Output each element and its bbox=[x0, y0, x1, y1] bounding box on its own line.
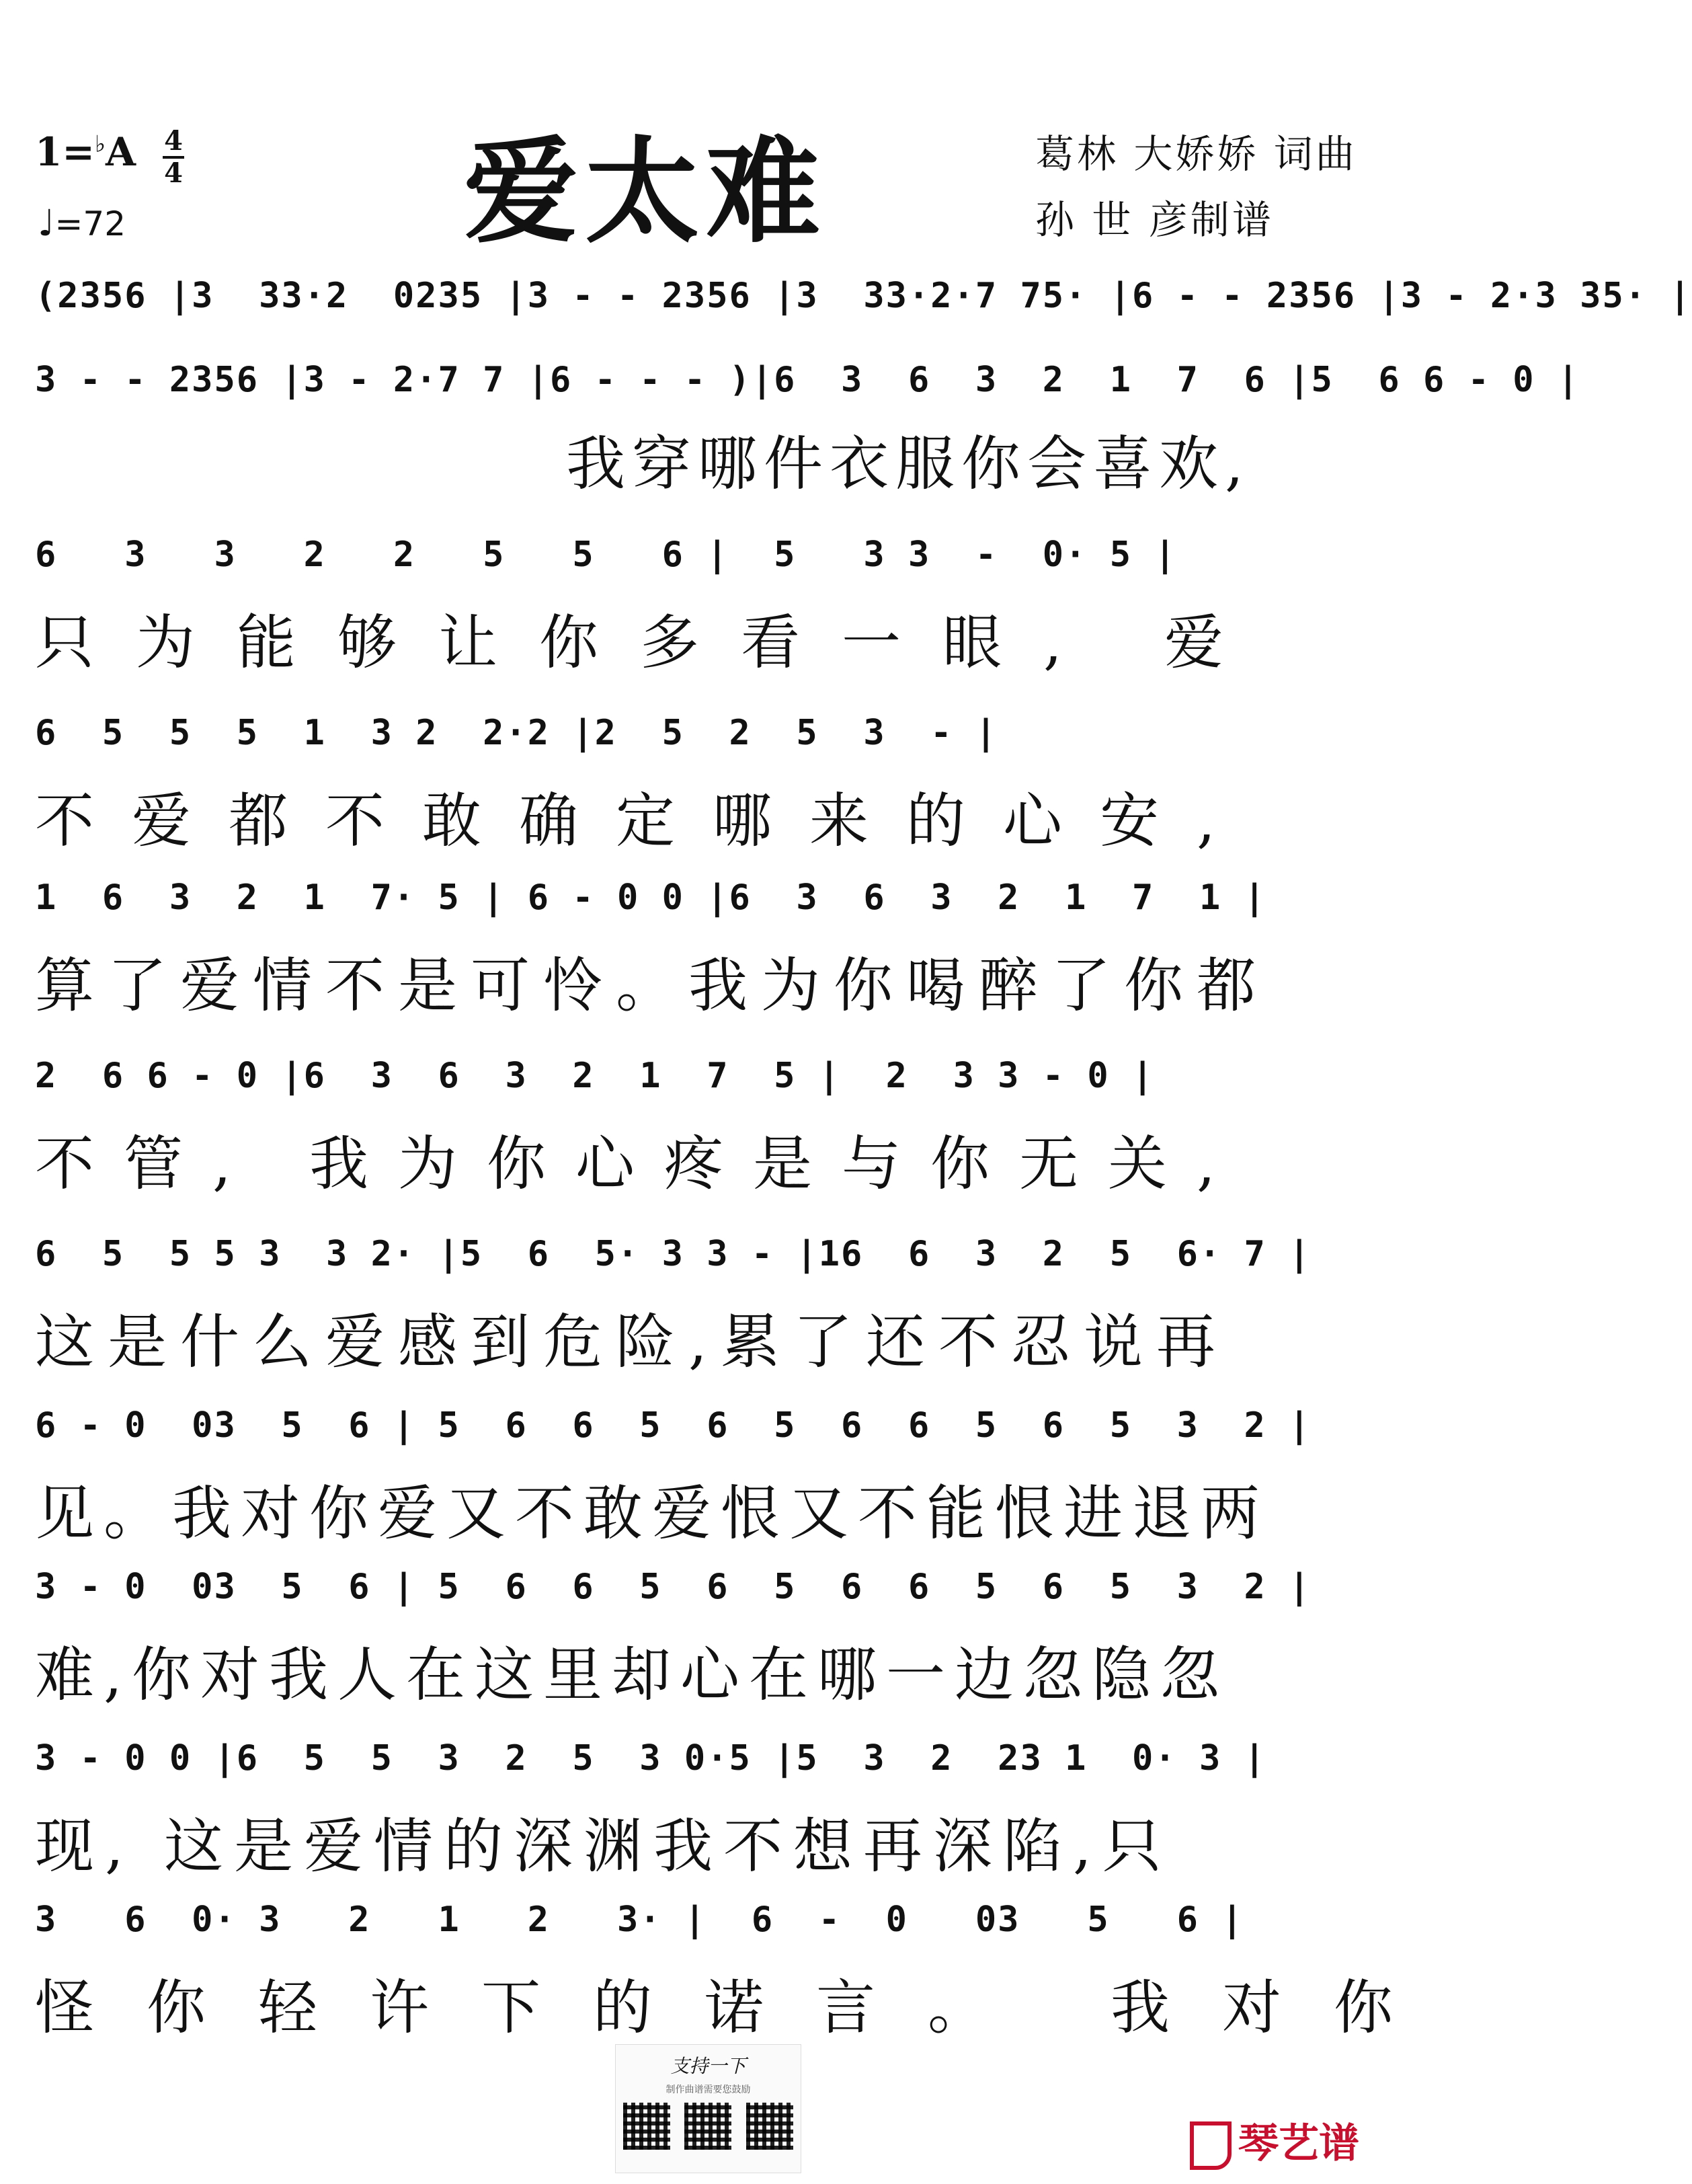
qr-code-icon bbox=[684, 2103, 731, 2150]
flat-sign: ♭ bbox=[94, 130, 106, 158]
brand-logo bbox=[1190, 2111, 1359, 2170]
tempo-marking bbox=[38, 202, 126, 244]
qr-codes bbox=[616, 2103, 801, 2150]
lyrics-line: 怪你轻许下的诺言。 我对你 bbox=[35, 1973, 1445, 2042]
score-row-7 bbox=[35, 1231, 1386, 1380]
lyrics-line: 见。我对你爱又不敢爱恨又不能恨进退两 bbox=[35, 1479, 1270, 1548]
key-prefix: 1= bbox=[35, 129, 95, 175]
score-row-1 bbox=[35, 272, 1692, 319]
notation-line: 3 - 0 03 5 6 | 5 6 6 5 6 5 6 6 5 6 5 3 2 | bbox=[35, 1567, 1312, 1607]
song-title: 爱太难 bbox=[464, 124, 828, 259]
quarter-note-icon: ♩ bbox=[38, 202, 55, 244]
notation-line: 3 6 0· 3 2 1 2 3· | 6 - 0 03 5 6 | bbox=[35, 1900, 1244, 1940]
qr-code-icon bbox=[623, 2103, 670, 2150]
support-qr-panel bbox=[615, 2044, 801, 2173]
time-signature bbox=[160, 126, 187, 188]
key-note: A bbox=[106, 129, 136, 175]
score-row-4 bbox=[35, 709, 1386, 859]
score-row-3 bbox=[35, 531, 1386, 680]
notation-line: 6 5 5 5 1 3 2 2·2 |2 5 2 5 3 - | bbox=[35, 713, 998, 753]
support-title: 支持一下 bbox=[670, 2055, 746, 2077]
tempo-value: =72 bbox=[54, 204, 126, 243]
score-row-5 bbox=[35, 874, 1386, 1023]
support-subtitle: 制作曲谱需要您鼓励 bbox=[666, 2084, 751, 2095]
qr-code-icon bbox=[746, 2103, 793, 2150]
notation-line: 3 - - 2356 |3 - 2·7 7 |6 - - - )|6 3 6 3 2 1 7 6 |5 6 6 - 0 | bbox=[35, 360, 1580, 400]
brand-mark-icon bbox=[1190, 2121, 1232, 2170]
credits bbox=[1035, 121, 1357, 253]
credit-transcriber: 孙 世 彦制谱 bbox=[1035, 197, 1274, 243]
score-row-2 bbox=[35, 356, 1580, 502]
time-bottom: 4 bbox=[164, 157, 183, 189]
notation-line: 1 6 3 2 1 7· 5 | 6 - 0 0 |6 3 6 3 2 1 7 1 | bbox=[35, 878, 1266, 918]
score-row-6 bbox=[35, 1052, 1386, 1202]
lyrics-line: 现, 这是爱情的深渊我不想再深陷,只 bbox=[35, 1811, 1172, 1881]
lyrics-line: 难,你对我人在这里却心在哪一边忽隐忽 bbox=[35, 1640, 1229, 1709]
notation-line: 2 6 6 - 0 |6 3 6 3 2 1 7 5 | 2 3 3 - 0 | bbox=[35, 1056, 1155, 1096]
notation-line: 6 3 3 2 2 5 5 6 | 5 3 3 - 0· 5 | bbox=[35, 535, 1177, 575]
lyrics-line: 我穿哪件衣服你会喜欢, bbox=[566, 429, 1250, 498]
lyrics-line: 这是什么爱感到危险,累了还不忍说再 bbox=[35, 1307, 1229, 1376]
score-row-8 bbox=[35, 1402, 1386, 1551]
credit-lyricist-composer: 葛林 大娇娇 词曲 bbox=[1035, 131, 1357, 177]
lyrics-line: 只为能够让你多看一眼, 爱 bbox=[35, 608, 1265, 677]
notation-line: 6 5 5 5 3 3 2· |5 6 5· 3 3 - |16 6 3 2 5 6· 7 | bbox=[35, 1234, 1312, 1274]
lyrics-line: 不管, 我为你心疼是与你无关, bbox=[35, 1129, 1245, 1198]
lyrics-line: 不爱都不敢确定哪来的心安, bbox=[35, 786, 1253, 855]
time-top: 4 bbox=[164, 125, 183, 157]
key-signature bbox=[35, 129, 136, 175]
brand-name: 琴艺谱 bbox=[1238, 2120, 1359, 2167]
score-row-10 bbox=[35, 1735, 1386, 1884]
notation-line: (2356 |3 33·2 0235 |3 - - 2356 |3 33·2·7 75· |6 - - 2356 |3 - 2·3 35· | bbox=[35, 276, 1692, 316]
score-row-11 bbox=[35, 1896, 1445, 2045]
notation-line: 3 - 0 0 |6 5 5 3 2 5 3 0·5 |5 3 2 23 1 0· 3 | bbox=[35, 1738, 1266, 1779]
score-row-9 bbox=[35, 1563, 1386, 1713]
lyrics-line: 算了爱情不是可怜。我为你喝醉了你都 bbox=[35, 951, 1270, 1020]
notation-line: 6 - 0 03 5 6 | 5 6 6 5 6 5 6 6 5 6 5 3 2 | bbox=[35, 1405, 1312, 1446]
